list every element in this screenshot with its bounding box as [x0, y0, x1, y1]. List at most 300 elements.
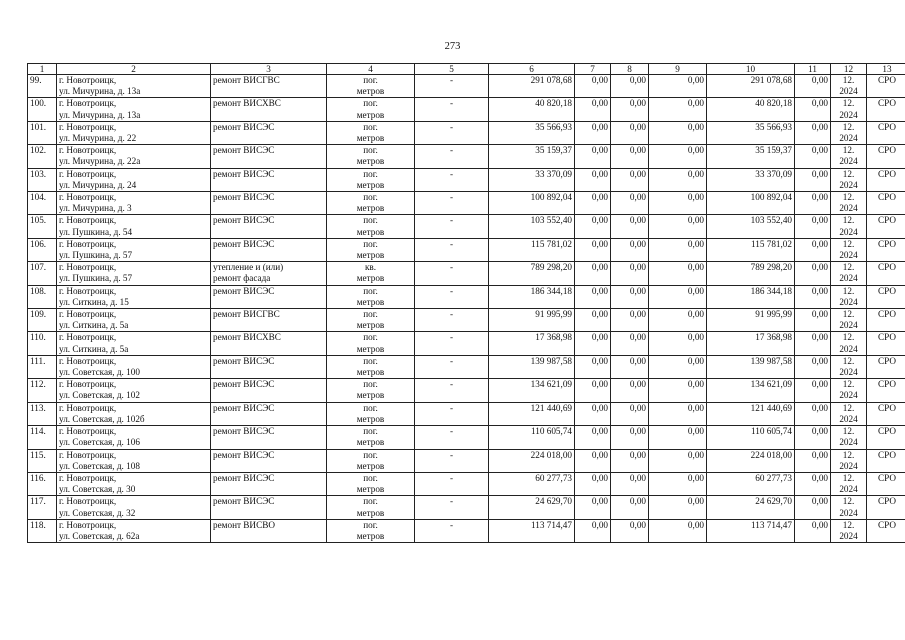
cell-text: 0,00 — [687, 355, 704, 366]
cell-text: 0,00 — [687, 98, 704, 109]
work-type-cell — [211, 426, 327, 449]
unit-cell — [327, 496, 415, 519]
unit-cell — [327, 309, 415, 332]
col9-cell — [649, 402, 707, 425]
unit-line-1: пог. — [363, 215, 378, 226]
col11-cell — [795, 402, 831, 425]
col9-cell — [649, 215, 707, 238]
cell-text: СРО — [878, 519, 896, 530]
unit-line-1: кв. — [364, 262, 377, 273]
unit-line-2: метров — [356, 133, 385, 144]
cell-text: 0,00 — [811, 472, 828, 483]
cell-text: 35 159,37 — [755, 145, 792, 156]
method-cell — [867, 519, 905, 542]
address-city: г. Новотроицк, — [59, 496, 117, 507]
cell-text: 101. — [30, 121, 47, 132]
col9-cell — [649, 262, 707, 285]
cell-text: 108. — [30, 285, 47, 296]
col11-cell — [795, 285, 831, 308]
cell-text: 99. — [30, 75, 42, 85]
work-type-line-1: ремонт ВИСЭС — [213, 496, 275, 507]
cell-text: 0,00 — [629, 309, 646, 320]
col11-cell — [795, 472, 831, 495]
address-city: г. Новотроицк, — [59, 285, 117, 296]
cell-text: 0,00 — [591, 402, 608, 413]
unit-cell — [327, 215, 415, 238]
cell-text: 0,00 — [629, 168, 646, 179]
col7-cell — [575, 238, 611, 261]
deadline-month: 12. — [842, 332, 855, 343]
unit-line-2: метров — [356, 367, 385, 378]
col10-cost-cell — [707, 355, 795, 378]
column-header-8: 8 — [611, 64, 649, 75]
col7-cell — [575, 121, 611, 144]
cell-text: 0,00 — [687, 426, 704, 437]
cell-text: 106. — [30, 238, 47, 249]
cell-text: 0,00 — [591, 379, 608, 390]
col9-cell — [649, 426, 707, 449]
cell-text: 0,00 — [687, 402, 704, 413]
row-number — [28, 98, 57, 121]
cell-text: 33 370,09 — [755, 168, 792, 179]
table-row — [28, 192, 905, 215]
col7-cell — [575, 215, 611, 238]
unit-line-2: метров — [356, 413, 385, 424]
unit-line-1: пог. — [363, 238, 378, 249]
col9-cell — [649, 192, 707, 215]
address-street: ул. Мичурина, д. 13а — [59, 86, 141, 97]
row-number — [28, 426, 57, 449]
column-header-13: 13 — [867, 64, 905, 75]
work-type-line-1: ремонт ВИСЭС — [213, 238, 275, 249]
work-type-cell — [211, 309, 327, 332]
col10-cost-cell — [707, 121, 795, 144]
unit-line-1: пог. — [363, 402, 378, 413]
address-city: г. Новотроицк, — [59, 472, 117, 483]
cell-text: 0,00 — [811, 75, 828, 85]
cell-text: 112. — [30, 379, 46, 390]
col9-cell — [649, 309, 707, 332]
address-street: ул. Мичурина, д. 22 — [59, 133, 137, 144]
row-number — [28, 215, 57, 238]
deadline-month: 12. — [842, 309, 855, 320]
column-header-6: 6 — [489, 64, 575, 75]
unit-line-2: метров — [356, 226, 385, 237]
row-number — [28, 285, 57, 308]
deadline-cell — [831, 98, 867, 121]
unit-cell — [327, 192, 415, 215]
cell-text: 0,00 — [629, 285, 646, 296]
col11-cell — [795, 332, 831, 355]
cell-text: 100 892,04 — [750, 192, 792, 203]
cell-text: СРО — [878, 332, 896, 343]
address-cell — [57, 472, 211, 495]
cell-text: 0,00 — [811, 238, 828, 249]
work-type-cell — [211, 192, 327, 215]
unit-line-2: метров — [356, 156, 385, 167]
table-row — [28, 309, 905, 332]
col8-cell — [611, 238, 649, 261]
deadline-year: 2024 — [839, 109, 858, 120]
row-number — [28, 519, 57, 542]
deadline-month: 12. — [842, 472, 855, 483]
cell-text: 0,00 — [687, 262, 704, 273]
table-row — [28, 449, 905, 472]
work-type-cell — [211, 285, 327, 308]
col11-cell — [795, 98, 831, 121]
deadline-month: 12. — [842, 238, 855, 249]
cell-text: 100. — [30, 98, 47, 109]
cell-text: СРО — [878, 262, 896, 273]
deadline-month: 12. — [842, 262, 855, 273]
unit-line-2: метров — [356, 179, 385, 190]
cell-text: 291 078,68 — [750, 75, 792, 85]
cell-text: - — [449, 145, 454, 156]
col7-cell — [575, 379, 611, 402]
col7-cell — [575, 75, 611, 98]
cell-text: 0,00 — [629, 519, 646, 530]
deadline-year: 2024 — [839, 413, 858, 424]
method-cell — [867, 215, 905, 238]
total-cost-cell — [489, 168, 575, 191]
cell-text: СРО — [878, 379, 896, 390]
table-row — [28, 98, 905, 121]
cell-text: 115. — [30, 449, 46, 460]
cell-text: 0,00 — [591, 168, 608, 179]
unit-line-2: метров — [356, 343, 385, 354]
unit-line-1: пог. — [363, 449, 378, 460]
total-cost-cell — [489, 215, 575, 238]
column-header-12: 12 — [831, 64, 867, 75]
table-row — [28, 496, 905, 519]
deadline-year: 2024 — [839, 507, 858, 518]
cell-text: 40 820,18 — [535, 98, 572, 109]
col8-cell — [611, 98, 649, 121]
col7-cell — [575, 472, 611, 495]
unit-cell — [327, 75, 415, 98]
method-cell — [867, 285, 905, 308]
col9-cell — [649, 285, 707, 308]
col10-cost-cell — [707, 332, 795, 355]
row-number — [28, 332, 57, 355]
col7-cell — [575, 355, 611, 378]
table-row — [28, 262, 905, 285]
address-city: г. Новотроицк, — [59, 121, 117, 132]
col8-cell — [611, 309, 649, 332]
method-cell — [867, 426, 905, 449]
address-city: г. Новотроицк, — [59, 145, 117, 156]
unit-cell — [327, 145, 415, 168]
cell-text: 0,00 — [591, 75, 608, 85]
work-type-cell — [211, 238, 327, 261]
col9-cell — [649, 496, 707, 519]
repair-schedule-table — [27, 63, 905, 543]
work-type-line-1: ремонт ВИСЭС — [213, 285, 275, 296]
col10-cost-cell — [707, 472, 795, 495]
address-city: г. Новотроицк, — [59, 355, 117, 366]
address-cell — [57, 215, 211, 238]
cell-text: 35 566,93 — [755, 121, 792, 132]
cell-text: 0,00 — [811, 285, 828, 296]
address-cell — [57, 192, 211, 215]
col5-cell — [415, 402, 489, 425]
method-cell — [867, 496, 905, 519]
deadline-year: 2024 — [839, 437, 858, 448]
address-city: г. Новотроицк, — [59, 192, 117, 203]
address-street: ул. Советская, д. 102б — [59, 413, 145, 424]
cell-text: 0,00 — [811, 192, 828, 203]
unit-cell — [327, 472, 415, 495]
cell-text: - — [449, 309, 454, 320]
col9-cell — [649, 145, 707, 168]
cell-text: 0,00 — [591, 355, 608, 366]
col9-cell — [649, 98, 707, 121]
work-type-cell — [211, 355, 327, 378]
unit-line-2: метров — [356, 484, 385, 495]
col5-cell — [415, 168, 489, 191]
cell-text: СРО — [878, 121, 896, 132]
cell-text: 17 368,98 — [535, 332, 572, 343]
address-cell — [57, 238, 211, 261]
column-header-2: 2 — [57, 64, 211, 75]
cell-text: - — [449, 121, 454, 132]
col5-cell — [415, 285, 489, 308]
cell-text: 0,00 — [811, 449, 828, 460]
cell-text: СРО — [878, 98, 896, 109]
address-street: ул. Ситкина, д. 15 — [59, 296, 129, 307]
deadline-cell — [831, 496, 867, 519]
work-type-line-1: ремонт ВИСГВС — [213, 309, 280, 320]
row-number — [28, 75, 57, 98]
deadline-cell — [831, 121, 867, 144]
total-cost-cell — [489, 309, 575, 332]
cell-text: 0,00 — [811, 262, 828, 273]
work-type-cell — [211, 496, 327, 519]
deadline-cell — [831, 75, 867, 98]
cell-text: 0,00 — [687, 496, 704, 507]
cell-text: 0,00 — [591, 496, 608, 507]
cell-text: 0,00 — [687, 379, 704, 390]
deadline-year: 2024 — [839, 460, 858, 471]
work-type-cell — [211, 402, 327, 425]
col11-cell — [795, 215, 831, 238]
method-cell — [867, 355, 905, 378]
address-cell — [57, 145, 211, 168]
total-cost-cell — [489, 332, 575, 355]
column-header-5: 5 — [415, 64, 489, 75]
deadline-month: 12. — [842, 355, 855, 366]
cell-text: - — [449, 402, 454, 413]
cell-text: 33 370,09 — [535, 168, 572, 179]
table-row — [28, 75, 905, 98]
unit-line-2: метров — [356, 273, 385, 284]
cell-text: 0,00 — [811, 355, 828, 366]
col11-cell — [795, 168, 831, 191]
cell-text: 102. — [30, 145, 47, 156]
cell-text: СРО — [878, 402, 896, 413]
cell-text: 0,00 — [629, 98, 646, 109]
address-city: г. Новотроицк, — [59, 379, 117, 390]
deadline-month: 12. — [842, 426, 855, 437]
table-row — [28, 426, 905, 449]
row-number — [28, 192, 57, 215]
cell-text: - — [449, 472, 454, 483]
table-row — [28, 121, 905, 144]
cell-text: 0,00 — [811, 215, 828, 226]
cell-text: - — [449, 75, 454, 85]
cell-text: 0,00 — [591, 238, 608, 249]
col8-cell — [611, 215, 649, 238]
cell-text: СРО — [878, 75, 896, 85]
cell-text: 35 566,93 — [535, 121, 572, 132]
col8-cell — [611, 496, 649, 519]
work-type-line-1: ремонт ВИСВО — [213, 519, 275, 530]
cell-text: 0,00 — [629, 215, 646, 226]
col8-cell — [611, 472, 649, 495]
cell-text: 110 605,74 — [750, 426, 792, 437]
deadline-year: 2024 — [839, 226, 858, 237]
address-city: г. Новотроицк, — [59, 519, 117, 530]
cell-text: 224 018,00 — [530, 449, 572, 460]
deadline-year: 2024 — [839, 320, 858, 331]
work-type-cell — [211, 472, 327, 495]
row-number — [28, 472, 57, 495]
cell-text: 103 552,40 — [530, 215, 572, 226]
col5-cell — [415, 145, 489, 168]
cell-text: 35 159,37 — [535, 145, 572, 156]
address-cell — [57, 262, 211, 285]
deadline-cell — [831, 426, 867, 449]
col8-cell — [611, 121, 649, 144]
total-cost-cell — [489, 98, 575, 121]
cell-text: 0,00 — [687, 519, 704, 530]
deadline-cell — [831, 332, 867, 355]
address-city: г. Новотроицк, — [59, 75, 117, 85]
cell-text: 186 344,18 — [750, 285, 792, 296]
col7-cell — [575, 519, 611, 542]
work-type-line-1: ремонт ВИСЭС — [213, 402, 275, 413]
unit-cell — [327, 379, 415, 402]
address-city: г. Новотроицк, — [59, 262, 117, 273]
deadline-month: 12. — [842, 285, 855, 296]
work-type-cell — [211, 379, 327, 402]
col10-cost-cell — [707, 75, 795, 98]
cell-text: СРО — [878, 215, 896, 226]
col11-cell — [795, 519, 831, 542]
row-number — [28, 496, 57, 519]
cell-text: 134 621,09 — [530, 379, 572, 390]
cell-text: СРО — [878, 238, 896, 249]
cell-text: 115 781,02 — [530, 238, 572, 249]
unit-line-1: пог. — [363, 192, 378, 203]
cell-text: 0,00 — [629, 192, 646, 203]
col7-cell — [575, 98, 611, 121]
cell-text: 115 781,02 — [750, 238, 792, 249]
cell-text: 100 892,04 — [530, 192, 572, 203]
unit-cell — [327, 98, 415, 121]
address-cell — [57, 449, 211, 472]
cell-text: 105. — [30, 215, 47, 226]
cell-text: 113 714,47 — [750, 519, 792, 530]
cell-text: 0,00 — [629, 379, 646, 390]
deadline-cell — [831, 519, 867, 542]
cell-text: 91 995,99 — [755, 309, 792, 320]
work-type-cell — [211, 332, 327, 355]
col8-cell — [611, 426, 649, 449]
col10-cost-cell — [707, 192, 795, 215]
work-type-line-1: ремонт ВИСЭС — [213, 472, 275, 483]
total-cost-cell — [489, 496, 575, 519]
deadline-month: 12. — [842, 121, 855, 132]
unit-cell — [327, 262, 415, 285]
cell-text: 121 440,69 — [530, 402, 572, 413]
column-header-7: 7 — [575, 64, 611, 75]
work-type-line-1: ремонт ВИСЭС — [213, 121, 275, 132]
column-header-1: 1 — [28, 64, 57, 75]
col8-cell — [611, 519, 649, 542]
col7-cell — [575, 426, 611, 449]
unit-cell — [327, 168, 415, 191]
cell-text: 0,00 — [629, 332, 646, 343]
deadline-year: 2024 — [839, 179, 858, 190]
deadline-year: 2024 — [839, 367, 858, 378]
unit-line-2: метров — [356, 390, 385, 401]
method-cell — [867, 192, 905, 215]
address-cell — [57, 168, 211, 191]
col9-cell — [649, 379, 707, 402]
cell-text: 121 440,69 — [750, 402, 792, 413]
method-cell — [867, 238, 905, 261]
col5-cell — [415, 262, 489, 285]
row-number — [28, 168, 57, 191]
deadline-cell — [831, 192, 867, 215]
column-number-row — [28, 64, 905, 75]
col11-cell — [795, 75, 831, 98]
method-cell — [867, 145, 905, 168]
cell-text: 0,00 — [687, 192, 704, 203]
deadline-cell — [831, 472, 867, 495]
cell-text: 0,00 — [629, 75, 646, 85]
cell-text: - — [449, 168, 454, 179]
deadline-year: 2024 — [839, 133, 858, 144]
cell-text: 0,00 — [687, 121, 704, 132]
unit-line-2: метров — [356, 296, 385, 307]
col5-cell — [415, 496, 489, 519]
col10-cost-cell — [707, 519, 795, 542]
cell-text: 24 629,70 — [755, 496, 792, 507]
col5-cell — [415, 519, 489, 542]
cell-text: 0,00 — [591, 215, 608, 226]
col9-cell — [649, 238, 707, 261]
cell-text: 291 078,68 — [530, 75, 572, 85]
row-number — [28, 379, 57, 402]
cell-text: 0,00 — [629, 355, 646, 366]
cell-text: - — [449, 285, 454, 296]
col8-cell — [611, 379, 649, 402]
total-cost-cell — [489, 355, 575, 378]
col5-cell — [415, 332, 489, 355]
unit-line-2: метров — [356, 460, 385, 471]
col8-cell — [611, 355, 649, 378]
cell-text: 139 987,58 — [530, 355, 572, 366]
address-street: ул. Мичурина, д. 22а — [59, 156, 141, 167]
address-cell — [57, 426, 211, 449]
col11-cell — [795, 355, 831, 378]
cell-text: 0,00 — [629, 449, 646, 460]
deadline-cell — [831, 355, 867, 378]
cell-text: 0,00 — [811, 402, 828, 413]
table-row — [28, 519, 905, 542]
